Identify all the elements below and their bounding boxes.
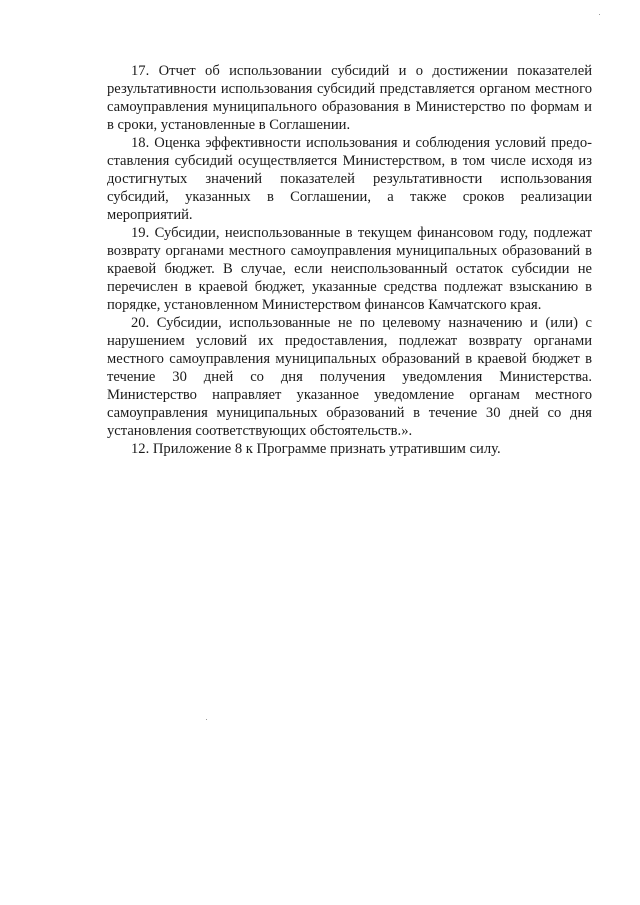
paragraph-12: 12. Приложение 8 к Программе признать утратившим силу. — [131, 441, 501, 457]
paragraph-17: 17. Отчет об использовании субсидий и о достижении показателей результативности использования субсидий представляется органом местного самоуправления муниципального образования в Министерство по формам и в сроки, установленные в Соглашении. — [107, 63, 592, 133]
scan-speck — [599, 14, 600, 15]
paragraph-18: 18. Оценка эффективности использования и соблюдения условий предоставления субсидий осуществляется Министерством, в том числе исходя из достигнутых значений показателей результативности использования субсидий, указанных в Соглашении, а также сроков реализации мероприятий. — [107, 135, 592, 223]
document-body — [107, 62, 592, 458]
paragraph-19: 19. Субсидии, неиспользованные в текущем финансовом году, подлежат возврату органами местного самоуправления муниципальных образований в краевой бюджет. В случае, если неиспользованный остаток субсидии не перечислен в краевой бюджет, указанные средства подлежат взысканию в порядке, установленном Министерством финансов Камчатского края. — [107, 225, 592, 313]
paragraph-20: 20. Субсидии, использованные не по целевому назначению и (или) с нарушением условий их предоставления, подлежат возврату органами местного самоуправления муниципальных образований в краевой бюджет в течение 30 дней со дня получения уведомления Министерства. Министерство направляет указанное уведомление органам местного самоуправления муниципальных образований в течение 30 дней со дня установления соответствующих обстоятельств.». — [107, 315, 592, 439]
scan-speck — [206, 719, 207, 720]
